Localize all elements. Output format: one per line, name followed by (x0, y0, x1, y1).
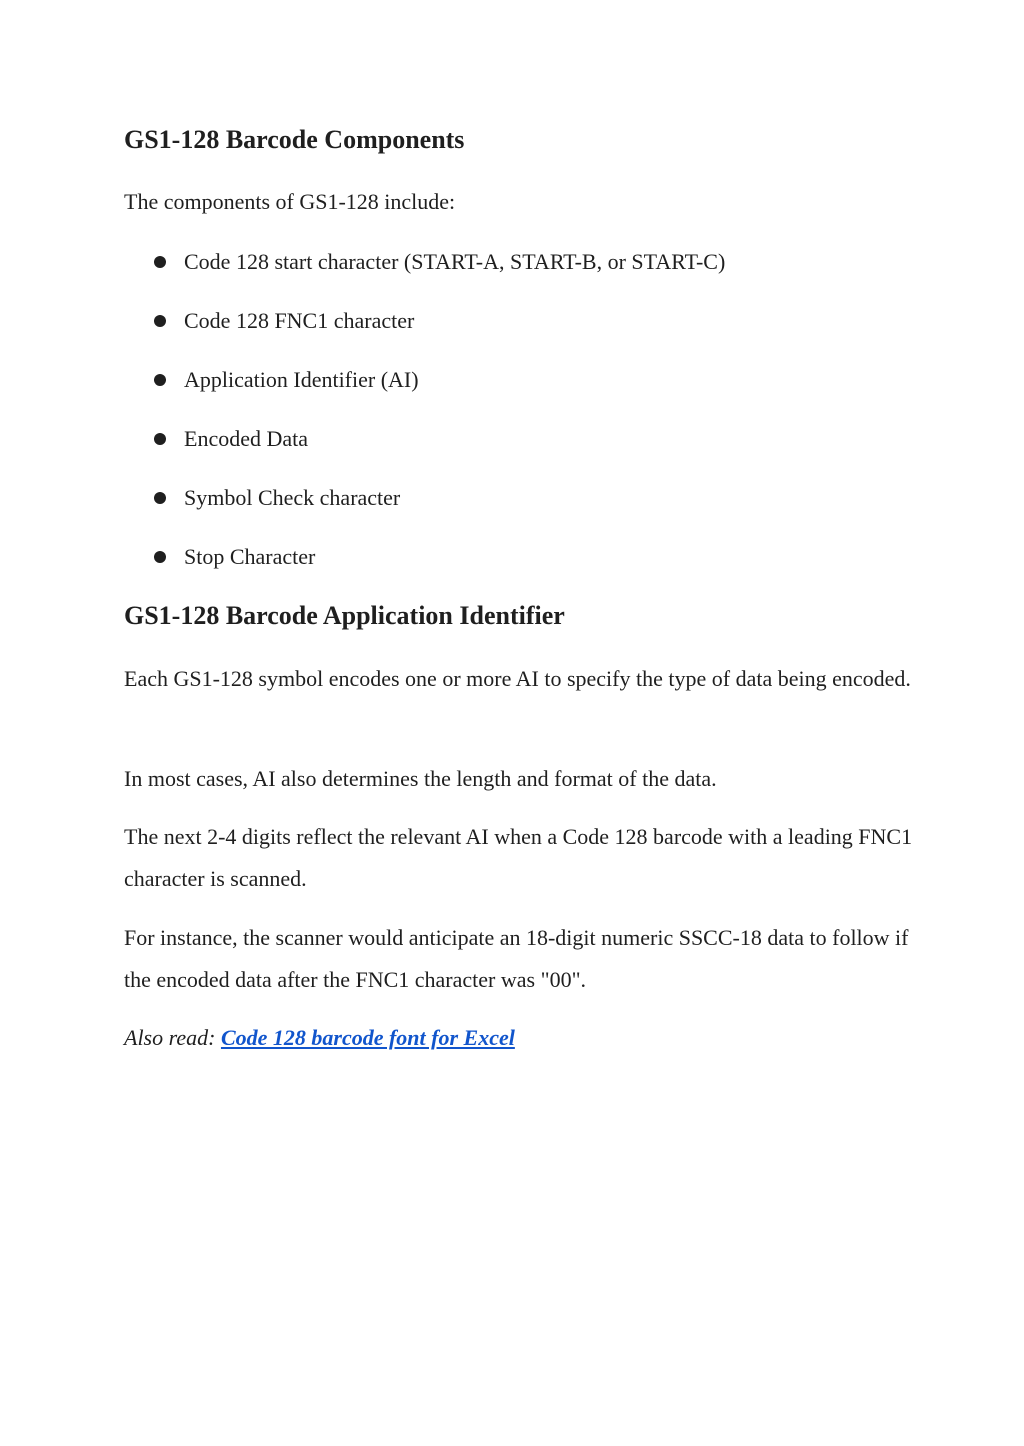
list-item-text: Stop Character (184, 544, 316, 569)
ai-paragraph-3: The next 2-4 digits reflect the relevant AI when a Code 128 barcode with a leading FNC1 character is scanned. (124, 824, 913, 891)
ai-paragraph-1: Each GS1-128 symbol encodes one or more AI to specify the type of data being encoded. (124, 666, 911, 691)
bullet-icon (154, 492, 166, 504)
also-read-label: Also read: (124, 1025, 216, 1050)
list-item (154, 365, 419, 395)
bullet-icon (154, 374, 166, 386)
list-item (154, 306, 414, 336)
bullet-icon (154, 433, 166, 445)
list-item (154, 424, 308, 454)
components-intro: The components of GS1-128 include: (124, 189, 456, 214)
list-item-text: Symbol Check character (184, 485, 401, 510)
bullet-icon (154, 551, 166, 563)
section-heading-application-identifier: GS1-128 Barcode Application Identifier (124, 601, 565, 630)
also-read-line (124, 1017, 914, 1059)
list-item-text: Code 128 FNC1 character (184, 308, 415, 333)
section-heading-components: GS1-128 Barcode Components (124, 125, 465, 154)
code128-excel-link[interactable]: Code 128 barcode font for Excel (220, 1025, 515, 1050)
list-item-text: Application Identifier (AI) (184, 367, 419, 392)
list-item-text: Code 128 start character (START-A, START-B, or START-C) (184, 249, 726, 274)
bullet-icon (154, 315, 166, 327)
list-item (154, 247, 725, 277)
list-item (154, 542, 315, 572)
list-item-text: Encoded Data (184, 426, 308, 451)
ai-paragraph-4: For instance, the scanner would anticipate an 18-digit numeric SSCC-18 data to follow if the encoded data after the FNC1 character was "00". (124, 925, 909, 992)
list-item (154, 483, 400, 513)
ai-paragraph-2: In most cases, AI also determines the length and format of the data. (124, 766, 717, 791)
bullet-icon (154, 256, 166, 268)
